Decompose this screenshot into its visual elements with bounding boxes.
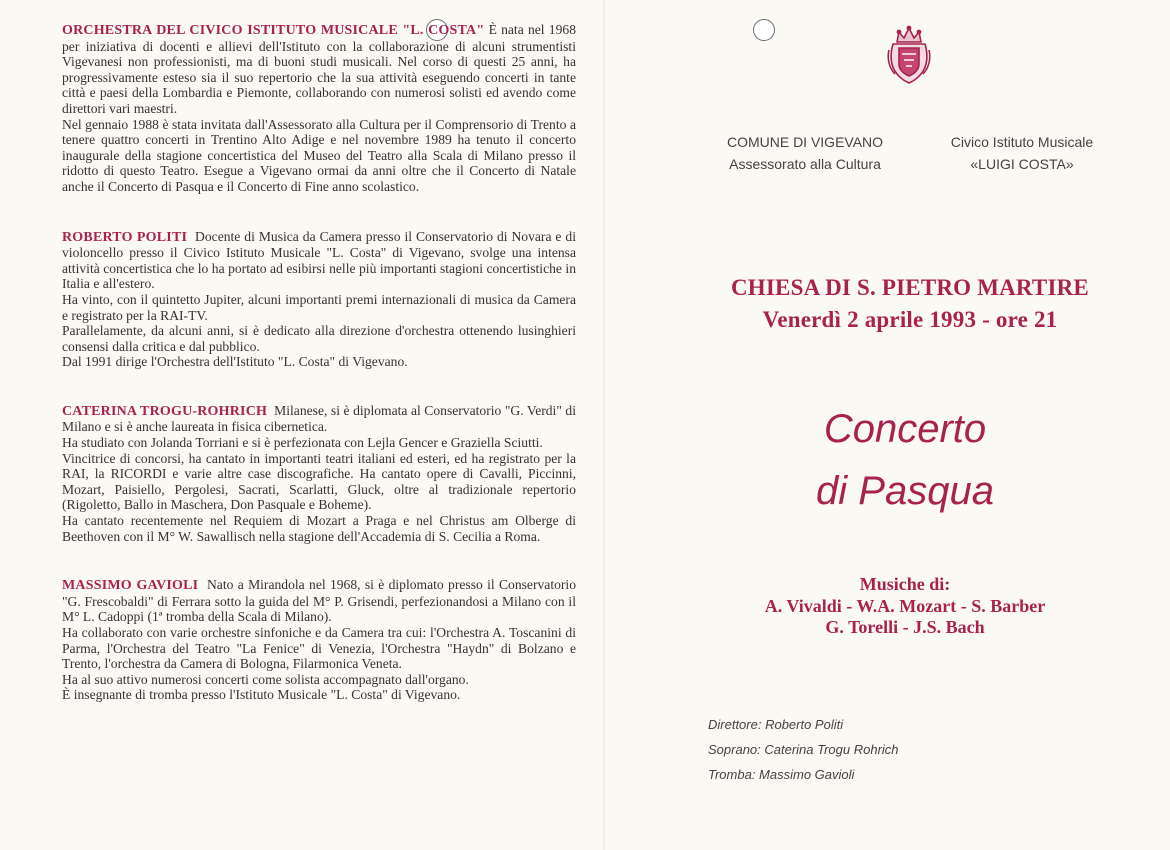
bio-text: È nata nel 1968 per iniziativa di docenti e allievi dell'Istituto con la collaborazione di alcuni strumentisti Vigevanesi non professionisti, ma di buoni studi musicali. Nel corso di questi 25 anni, ha progressivamente esteso sia il suo repertorio che la sua attività eseguendo concerti in tante città e paesi della Lombardia e Piemonte, collaborando con numerosi solisti ed avendo come direttori vari maestri. [62,22,576,116]
bio-paragraph: Ha cantato recentemente nel Requiem di Mozart a Praga e nel Christus am Olberge di Beethoven con il M° W. Sawallisch nella stagione dell'Accademia di S. Cecilia a Roma. [62,513,576,544]
bio-paragraph: Dal 1991 dirige l'Orchestra dell'Istituto "L. Costa" di Vigevano. [62,354,408,370]
institution-istituto-line2: «LUIGI COSTA» [970,156,1074,172]
bio-roberto-politi [62,229,576,370]
bio-name: ROBERTO POLITI [62,229,188,245]
bio-paragraph [62,229,576,292]
venue-block [675,272,1145,336]
coat-of-arms-icon [887,24,931,91]
venue-name: CHIESA DI S. PIETRO MARTIRE [731,275,1089,300]
bio-paragraph: Nel gennaio 1988 è stata invitata dall'Assessorato alla Cultura per il Comprensorio di Trento a tenere quattro concerti in Trentino Alto Adige e nel novembre 1989 ha tenuto il concerto inaugurale della stagione concertistica del Museo del Teatro alla Scala di Milano presso il ridotto di questo Teatro. Esegue a Vigevano ormai da anni oltre che il Concerto di Natale anche il Concerto di Pasqua e il Concerto di Fine anno scolastico. [62,116,576,194]
music-heading: Musiche di: [859,574,951,594]
bio-paragraph: Ha al suo attivo numerosi concerti come solista accompagnato dall'organo. [62,671,469,687]
bio-paragraph [62,22,576,117]
performer-credits [708,712,899,787]
institution-comune-line2: Assessorato alla Cultura [729,156,881,172]
bio-paragraph: Parallelamente, da alcuni anni, si è dedicato alla direzione d'orchestra ottenendo lusinghieri consensi dalla critica e dal pubblico. [62,323,576,354]
bio-name: CATERINA TROGU-ROHRICH [62,403,268,419]
bio-orchestra [62,22,576,195]
credit-trumpet: Tromba: Massimo Gavioli [708,767,855,782]
bio-name: MASSIMO GAVIOLI [62,578,199,594]
institution-istituto [927,131,1117,175]
bio-massimo-gavioli [62,577,576,703]
program-block [705,574,1105,639]
institution-comune [705,131,905,175]
bio-text: Milanese, si è diplomata al Conservatorio "G. Verdi" di Milano e si è anche laureata in fisica cibernetica. [62,402,576,435]
concert-title-line2: di Pasqua [816,469,994,513]
bio-text: Nato a Mirandola nel 1968, si è diplomato presso il Conservatorio "G. Frescobaldi" di Ferrara sotto la guida del M° P. Grisendi, perfezionandosi a Milano con il M° L. Cadoppi (1ª tromba della Scala di Milano). [62,577,577,625]
concert-title-line1: Concerto [823,407,987,451]
bio-paragraph: Ha vinto, con il quintetto Jupiter, alcuni importanti premi internazionali di musica da Camera e registrato per la RAI-TV. [62,291,576,323]
bio-paragraph: È insegnante di tromba presso l'Istituto Musicale "L. Costa" di Vigevano. [62,687,461,703]
cover-panel [605,0,1170,850]
credit-soprano: Soprano: Caterina Trogu Rohrich [708,742,899,757]
bio-text: Docente di Musica da Camera presso il Conservatorio di Novara e di violoncello presso il Civico Istituto Musicale "L. Costa" di Vigevano, svolge una intensa attività concertistica che lo ha portato ad esibirsi nelle più importanti stagioni concertistiche in Italia e all'estero. [62,228,576,292]
bio-name: ORCHESTRA DEL CIVICO ISTITUTO MUSICALE "L. COSTA" [62,23,485,38]
biographies-panel [62,18,576,703]
concert-date-time: Venerdì 2 aprile 1993 - ore 21 [762,307,1058,332]
institution-comune-line1: COMUNE DI VIGEVANO [726,134,884,150]
institution-istituto-line1: Civico Istituto Musicale [950,134,1094,150]
bio-caterina-trogu-rohrich [62,403,576,544]
bio-paragraph: Ha collaborato con varie orchestre sinfoniche e da Camera tra cui: l'Orchestra A. Toscanini di Parma, l'Orchestra del Teatro "La Fenice" di Venezia, l'Orchestra "Haydn" di Bolzano e Trento, l'orchestra da Camera di Bologna, Filarmonica Veneta. [62,625,576,672]
composers-line1: A. Vivaldi - W.A. Mozart - S. Barber [764,595,1046,616]
bio-paragraph [62,403,576,435]
bio-paragraph [62,577,576,625]
bio-paragraph: Ha studiato con Jolanda Torriani e si è perfezionata con Lejla Gencer e Graziella Sciutti. [62,435,543,451]
composers-line2: G. Torelli - J.S. Bach [825,617,985,637]
concert-title [785,398,1025,522]
bio-paragraph: Vincitrice di concorsi, ha cantato in importanti teatri italiani ed esteri, ed ha registrato per la RAI, la RICORDI e varie altre case discografiche. Ha cantato opere di Cavalli, Piccinni, Mozart, Paisiello, Pergolesi, Sacrati, Scarlatti, Gluck, oltre al tradizionale repertorio (Rigoletto, Ballo in Maschera, Don Pasquale e Boheme). [62,450,576,513]
credit-director: Direttore: Roberto Politi [708,717,844,732]
